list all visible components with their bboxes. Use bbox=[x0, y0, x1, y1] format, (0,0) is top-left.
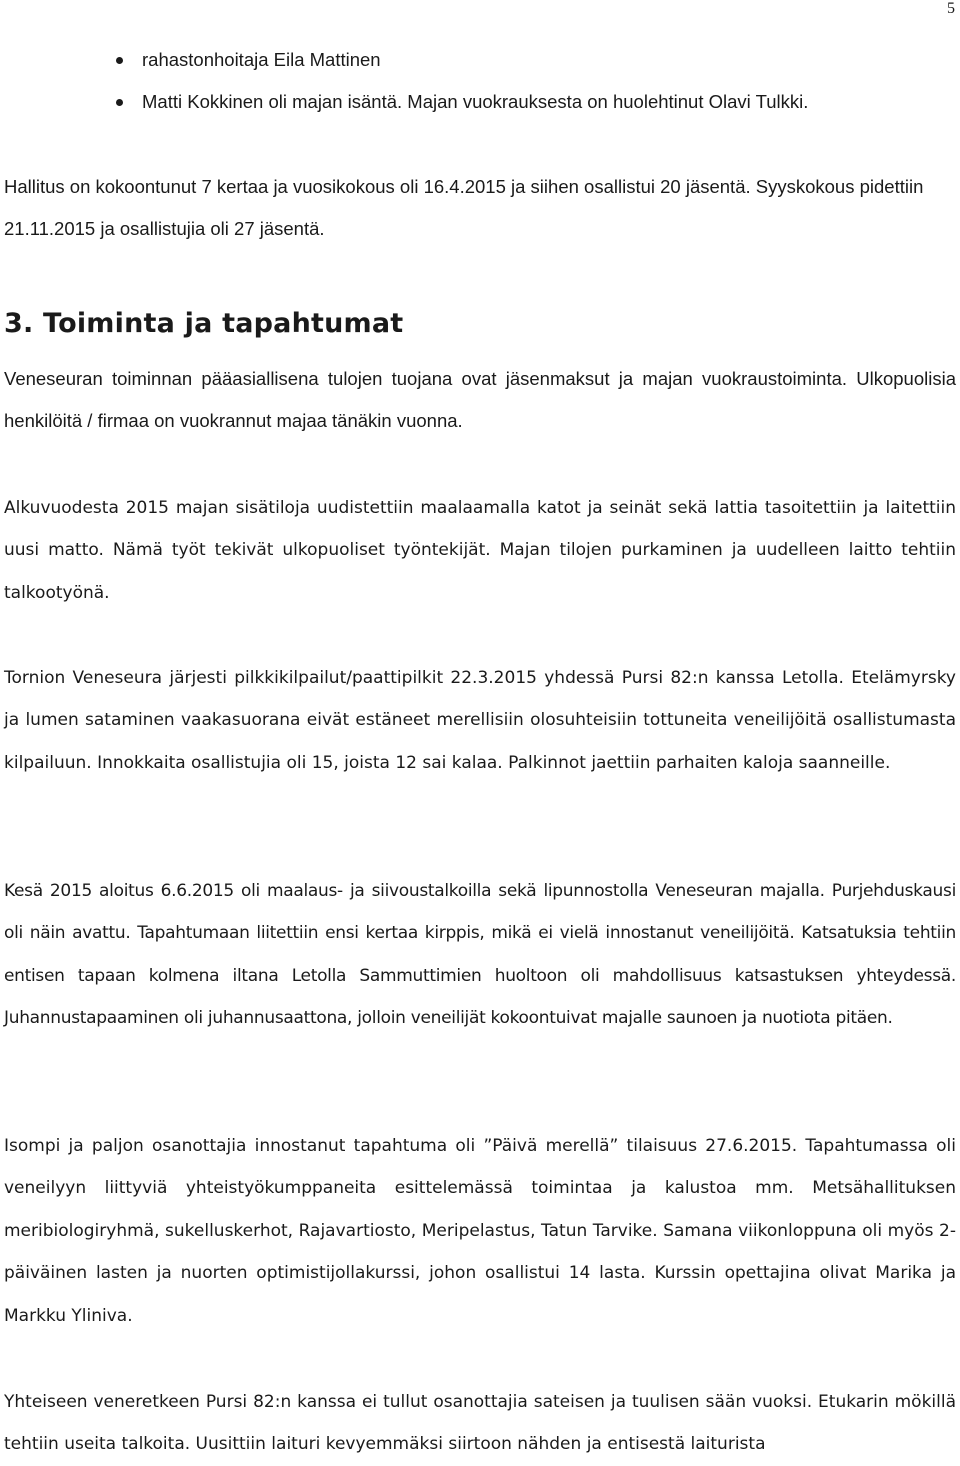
bullet-icon bbox=[116, 57, 123, 64]
paragraph-day-at-sea: Isompi ja paljon osanottajia innostanut tapahtuma oli ”Päivä merellä” tilaisuus 27.6.2015. Tapahtumassa oli veneilyyn liittyviä yhteistyökumppaneita esittelemässä toimintaa ja kalustoa mm. Metsähallituksen meribiologiryhmä, sukelluskerhot, Rajavartiosto, Meripelastus, Tatun Tarvike. Samana viikonloppuna oli myös 2-päiväinen lasten ja nuorten optimistijollakurssi, johon osallistui 14 lasta. Kurssin opettajina olivat Marika ja Markku Yliniva. bbox=[4, 1136, 956, 1326]
officer-list bbox=[0, 44, 960, 128]
section-heading: 3. Toiminta ja tapahtumat bbox=[4, 308, 404, 339]
page-number: 5 bbox=[947, 0, 955, 17]
paragraph-ice-fishing: Tornion Veneseura järjesti pilkkikilpailut/paattipilkit 22.3.2015 yhdessä Pursi 82:n kanssa Letolla. Etelämyrsky ja lumen sataminen vaakasuorana eivät estäneet merellisiin olosuhteisiin tottuneita veneilijöitä osallistumasta kilpailuun. Innokkaita osallistujia oli 15, joista 12 sai kalaa. Palkinnot jaettiin parhaiten kaloja saanneille. bbox=[4, 668, 956, 773]
list-item bbox=[0, 86, 960, 128]
paragraph-boat-trip: Yhteiseen veneretkeen Pursi 82:n kanssa ei tullut osanottajia sateisen ja tuulisen sään vuoksi. Etukarin mökillä tehtiin useita talkoita. Uusittiin laituri kevyemmäksi siirtoon nähden ja entisestä laiturista bbox=[4, 1392, 956, 1455]
paragraph-renovation: Alkuvuodesta 2015 majan sisätiloja uudistettiin maalaamalla katot ja seinät sekä lattia tasoitettiin ja laitettiin uusi matto. Nämä työt tekivät ulkopuoliset työntekijät. Majan tilojen purkaminen ja uudelleen laitto tehtiin talkootyönä. bbox=[4, 498, 956, 603]
list-item-text: Matti Kokkinen oli majan isäntä. Majan vuokrauksesta on huolehtinut Olavi Tulkki. bbox=[142, 91, 809, 112]
paragraph-income: Veneseuran toiminnan pääasiallisena tulojen tuojana ovat jäsenmaksut ja majan vuokraustoiminta. Ulkopuolisia henkilöitä / firmaa on vuokrannut majaa tänäkin vuonna. bbox=[4, 368, 956, 432]
bullet-icon bbox=[116, 99, 123, 106]
list-item-text: rahastonhoitaja Eila Mattinen bbox=[142, 49, 381, 70]
meetings-paragraph: Hallitus on kokoontunut 7 kertaa ja vuosikokous oli 16.4.2015 ja siihen osallistui 20 jäsentä. Syyskokous pidettiin 21.11.2015 ja osallistujia oli 27 jäsentä. bbox=[4, 176, 924, 239]
paragraph-summer: Kesä 2015 aloitus 6.6.2015 oli maalaus- ja siivoustalkoilla sekä lipunnostolla Veneseuran majalla. Purjehduskausi oli näin avattu. Tapahtumaan liitettiin ensi kertaa kirppis, mikä ei vielä innostanut veneilijöitä. Katsatuksia tehtiin entisen tapaan kolmena iltana Letolla Sammuttimien huoltoon oli mahdollisuus katsastuksen yhteydessä. Juhannustapaaminen oli juhannusaattona, jolloin veneilijät kokoontuivat majalle saunoen ja nuotiota pitäen. bbox=[4, 881, 956, 1029]
list-item bbox=[0, 44, 960, 86]
